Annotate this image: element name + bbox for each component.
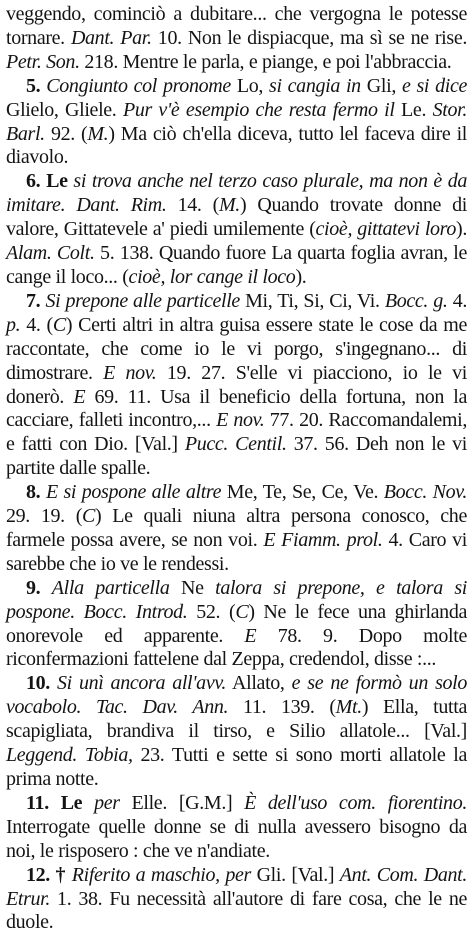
italic-run: e se ne formò un solo vocabolo. Tac. Dav. Ann. (6, 672, 468, 719)
text-run: 4. ( (20, 313, 53, 336)
italic-run: È dell'uso com. fiorentino. (244, 791, 467, 814)
text-run: Gli, (360, 74, 402, 97)
italic-run: Riferito a maschio, per (71, 863, 251, 886)
text-run: ) Ne le fece una ghirlanda onorevole ed apparente. (6, 600, 467, 647)
text-run: ) Certi altri in altra guisa essere state le cose da me raccontate, che come io le vi porgo, s'ingegnano... di dimostrare. (6, 313, 467, 384)
text-run: ). (295, 265, 307, 288)
italic-run: Pucc. Centil. (184, 433, 287, 456)
text-run: Le. (394, 98, 433, 121)
italic-run: p. (6, 313, 21, 336)
text-run: 19. 27. S'elle vi piacciono, io le vi donerò. (6, 361, 467, 408)
text-run: Me, Te, Se, Ce, Ve. (221, 481, 384, 504)
italic-run: cioè, lor cange il loco (128, 265, 296, 288)
text-run: ) Le quali niuna altra persona conosco, che farmele possa avere, se non voi. (6, 505, 467, 551)
text-run: 1. 38. Fu necessità all'autore di fare cosa, che le ne duole. (6, 887, 467, 934)
italic-run: E (73, 385, 86, 408)
text-run: ). (456, 218, 467, 241)
text-run: Ne (169, 576, 216, 599)
bold-run: 11. Le (26, 791, 95, 814)
italic-run: E nov. (216, 409, 265, 432)
italic-run: M. (219, 194, 240, 217)
italic-run: e si dice (401, 74, 467, 97)
text-run: 14. ( (166, 194, 219, 217)
text-run: 23. Tutti e sette si sono morti allatole la prima notte. (6, 744, 467, 790)
italic-run: Leggend. Tobia, (6, 744, 133, 767)
italic-run: E si pospone alle altre (45, 481, 222, 504)
italic-run: Si unì ancora all'avv. (57, 672, 227, 695)
italic-run: C (235, 600, 249, 623)
italic-run: Ant. Com. Dant. Etrur. (6, 863, 467, 910)
italic-run: si trova anche nel terzo caso plurale, ma non è da imitare. Dant. Rim. (6, 170, 467, 217)
text-run: Elle. [G.M.] (119, 791, 245, 814)
italic-run: Bocc. Nov. (383, 481, 467, 504)
text-run: 37. 56. Deh non le vi partite dalle spalle. (6, 433, 467, 480)
italic-run: Alla particella (51, 576, 170, 599)
italic-run: Congiunto col pronome (46, 74, 231, 97)
entry-11 (6, 792, 467, 864)
entry-12 (6, 864, 467, 936)
text-run: 5. 138. Quando fuore La quarta foglia avran, le cange il loco... ( (6, 242, 467, 288)
text-run: ) Ma ciò ch'ella diceva, tutto lel faceva dire il diavolo. (6, 122, 467, 169)
text-run: veggendo, cominciò a dubitare... che vergogna le potesse tornare. (6, 3, 467, 49)
entry-9 (6, 577, 467, 673)
italic-run: Mt. (335, 696, 362, 719)
text-run: Mi, Ti, Si, Ci, Vi. (239, 289, 385, 312)
bold-run: 12. † (26, 863, 72, 886)
text-run: 78. 9. Dopo molte riconfermazioni fattelene dal Zeppa, credendol, disse :... (6, 624, 467, 671)
text-run: 92. ( (44, 122, 88, 145)
italic-run: Stor. Barl. (6, 98, 467, 145)
bold-run: 5. (26, 74, 47, 97)
entry-5 (6, 75, 467, 171)
text-run: Lo, (230, 74, 270, 97)
bold-run: 7. (26, 289, 46, 312)
italic-run: Si prepone alle particelle (45, 289, 240, 312)
italic-run: M. (87, 122, 109, 145)
bold-run: 6. Le (26, 170, 74, 193)
italic-run: cioè, gittatevi loro (315, 218, 457, 241)
italic-run: C (82, 505, 96, 528)
text-run: 29. 19. ( (6, 505, 83, 528)
entry-continuation (6, 3, 467, 75)
italic-run: talora si prepone, e talora si pospone. Bocc. Introd. (6, 576, 467, 623)
text-run: 218. Mentre le parla, e piange, e poi l'abbraccia. (79, 50, 452, 73)
entry-8 (6, 481, 467, 577)
italic-run: E Fiamm. prol. (263, 528, 383, 551)
text-run: 4. Caro vi sarebbe che io ve le rendessi. (6, 528, 467, 575)
bold-run: 10. (26, 672, 58, 695)
text-run: 69. 11. Usa il beneficio della fortuna, non la cacciare, falleti incontro,... (6, 385, 467, 432)
text-run: Gli. [Val.] (250, 863, 340, 886)
text-run: 10. Non le dispiacque, ma sì se ne rise. (151, 26, 467, 49)
italic-run: Alam. Colt. (6, 242, 95, 265)
italic-run: Pur v'è esempio che resta fermo il (122, 98, 395, 121)
italic-run: Bocc. g. (384, 289, 448, 312)
bold-run: 9. (26, 576, 52, 599)
text-run: Allato, (226, 672, 292, 695)
italic-run: si cangia in (269, 74, 361, 97)
entry-7 (6, 290, 467, 481)
italic-run: C (52, 313, 66, 336)
italic-run: E (244, 624, 257, 647)
entry-10 (6, 672, 467, 792)
text-run: 4. (447, 289, 468, 312)
italic-run: per (94, 791, 120, 814)
text-run: Interrogate quelle donne se di nulla avessero bisogno da noi, le risposero : che ve n'andiate. (6, 815, 467, 862)
text-run: 11. 139. ( (228, 696, 336, 719)
text-run: 52. ( (187, 600, 236, 623)
text-run: 77. 20. Raccomandalemi, e fatti con Dio. [Val.] (6, 409, 467, 456)
italic-run: Petr. Son. (6, 50, 80, 73)
text-run: ) Ella, tutta scapigliata, brandiva il tirso, e Silio allatole... [Val.] (6, 696, 467, 743)
italic-run: E nov. (103, 361, 157, 384)
text-run: ) Quando trovate donne di valore, Gittatevele a' piedi umilemente ( (6, 194, 467, 241)
bold-run: 8. (26, 481, 46, 504)
text-run: Glielo, Gliele. (6, 98, 123, 121)
entry-6 (6, 170, 467, 290)
italic-run: Dant. Par. (70, 26, 152, 49)
